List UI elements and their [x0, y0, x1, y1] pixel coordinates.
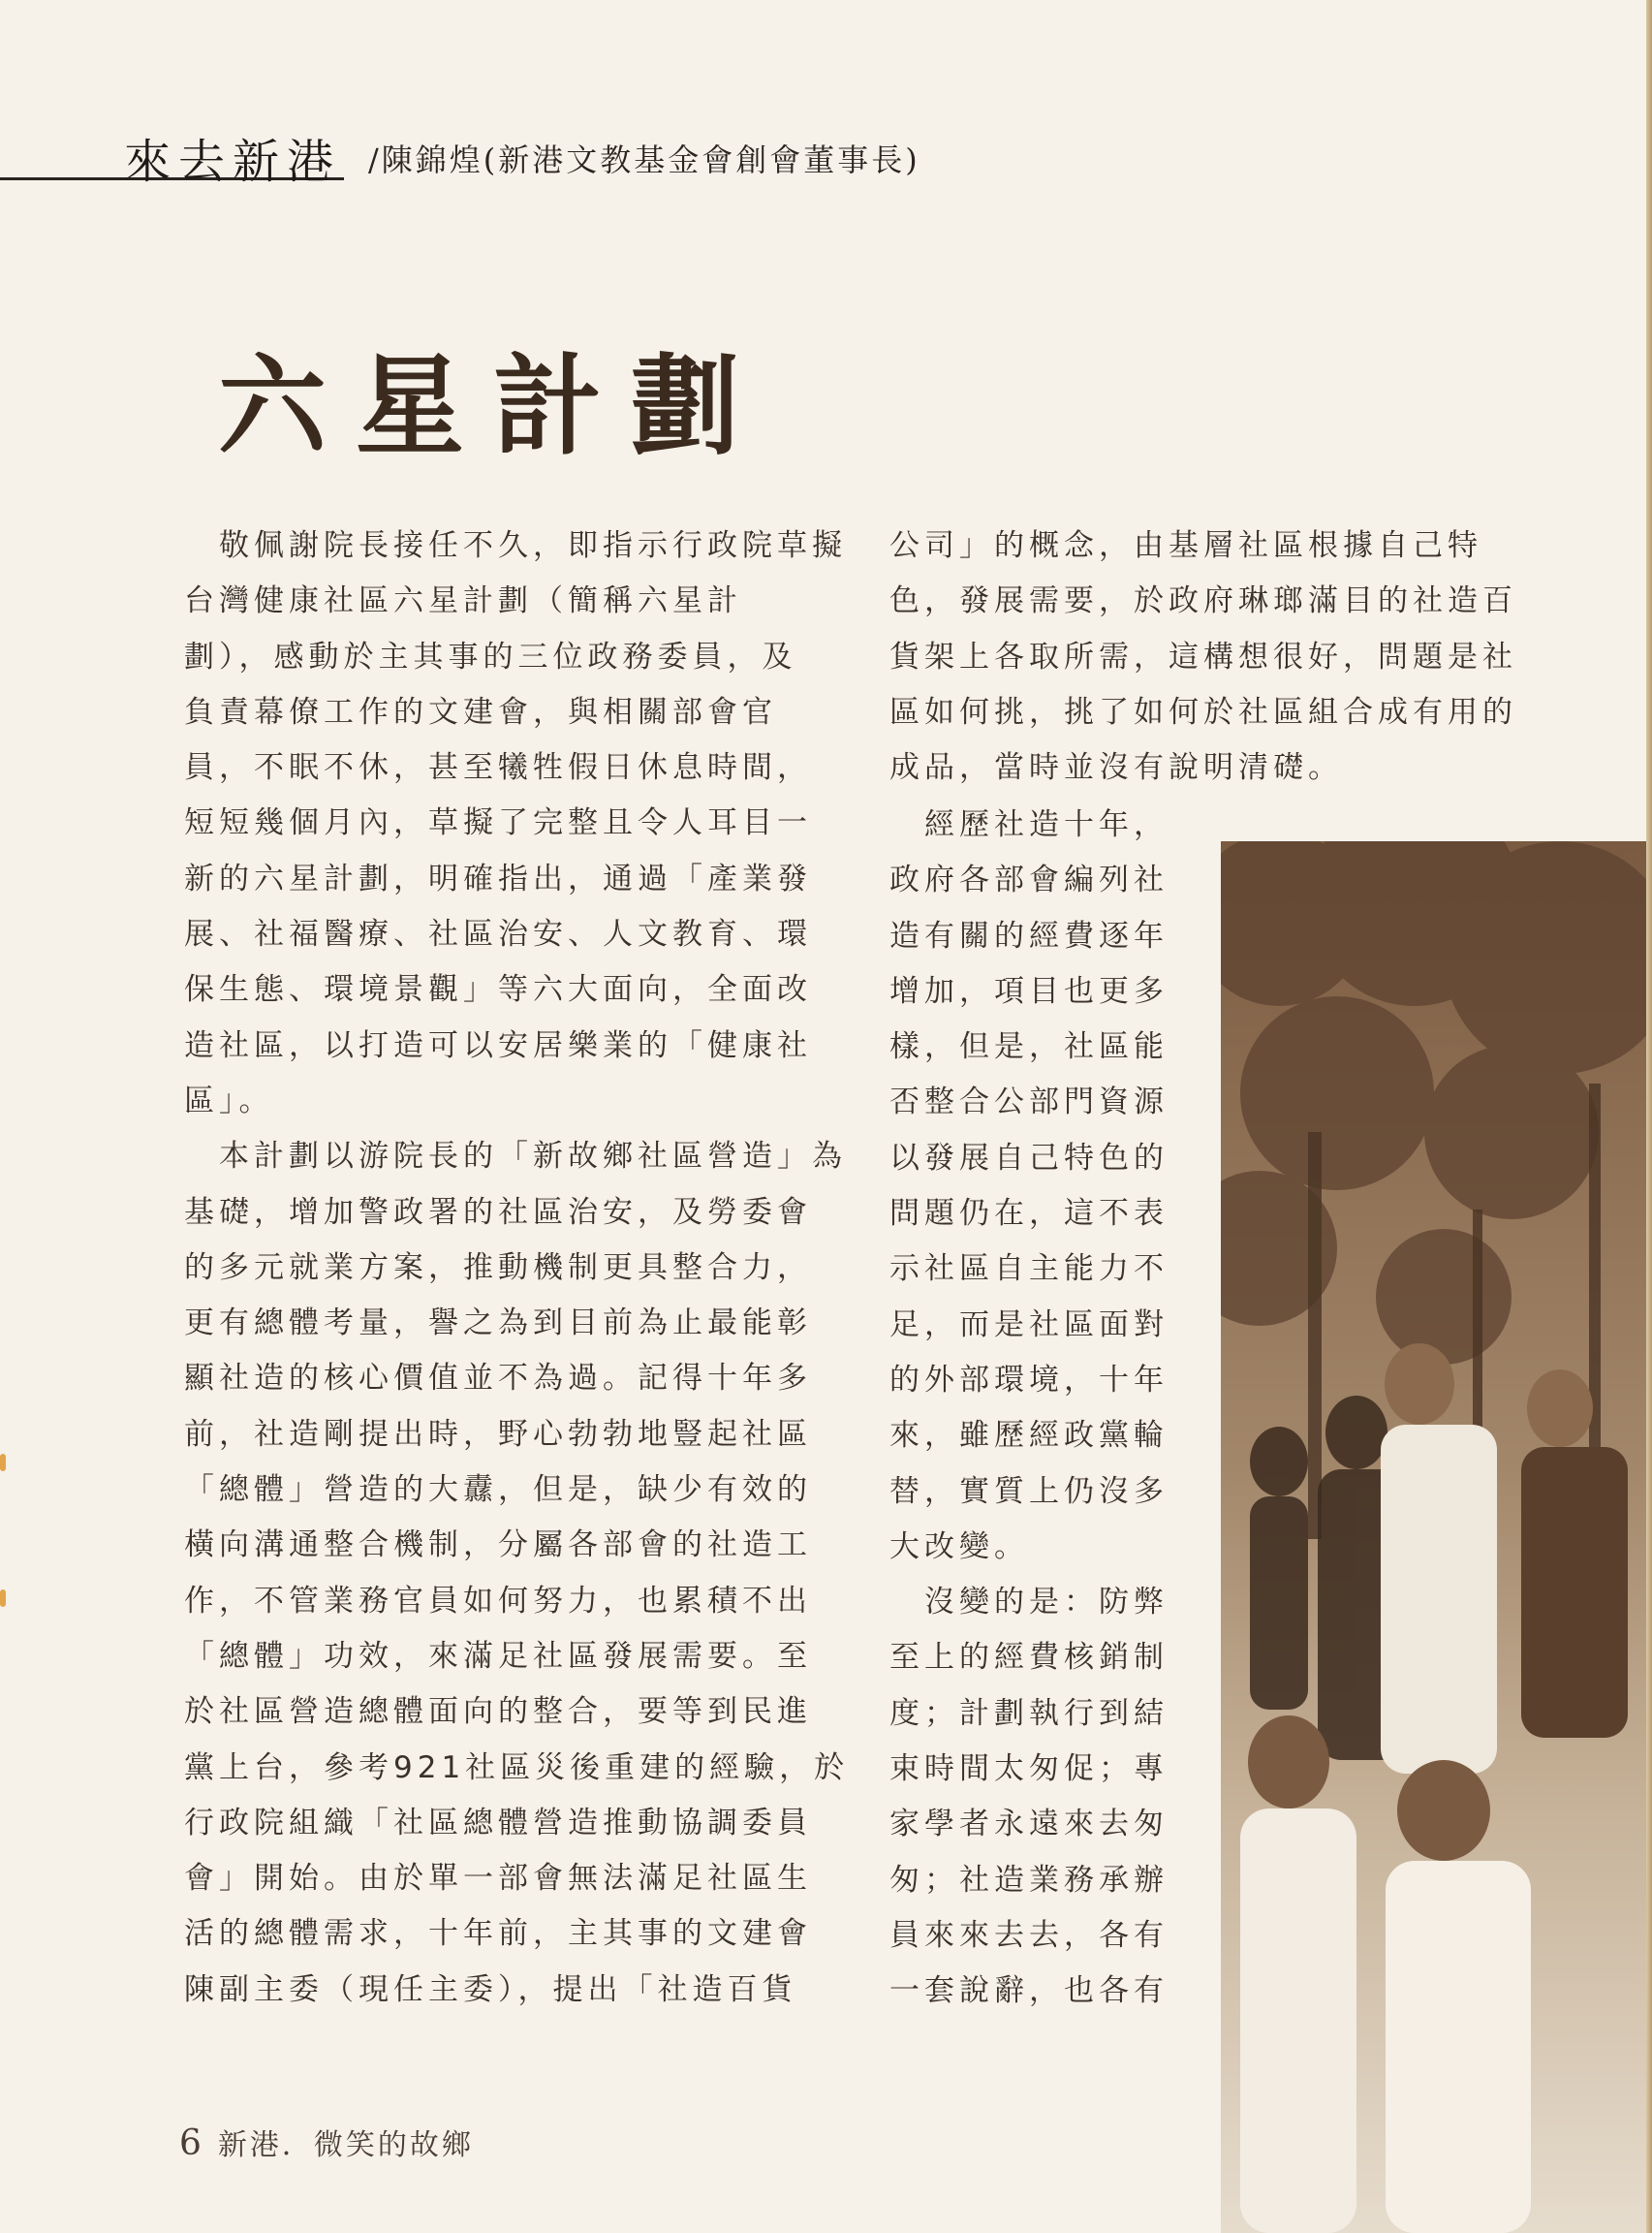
text-line: 短短幾個月內，草擬了完整且令人耳目一: [184, 805, 812, 841]
text-line: 橫向溝通整合機制，分屬各部會的社造工: [184, 1527, 812, 1563]
text-line: 一套說辭，也各有: [889, 1973, 1169, 2009]
footer-text: 新港．微笑的故鄉: [217, 2128, 474, 2162]
text-line: 會」開始。由於單一部會無法滿足社區生: [184, 1861, 812, 1897]
text-line: 本計劃以游院長的「新故鄉社區營造」為: [184, 1139, 847, 1175]
text-line: 大改變。: [889, 1528, 1029, 1564]
text-line: 陳副主委（現任主委），提出「社造百貨: [184, 1971, 797, 2007]
text-line: 敬佩謝院長接任不久，即指示行政院草擬: [184, 528, 847, 563]
article-title: 六星計劃: [218, 343, 768, 470]
text-line: 活的總體需求，十年前，主其事的文建會: [184, 1916, 812, 1952]
author-byline: /陳錦煌(新港文教基金會創會董事長): [368, 142, 920, 178]
binding-mark: [0, 1589, 6, 1607]
crowd-photo: [1221, 841, 1652, 2233]
text-line: 樣，但是，社區能: [889, 1029, 1169, 1065]
text-line: 黨上台，參考921社區災後重建的經驗，於: [184, 1749, 850, 1785]
text-line: 行政院組織「社區總體營造推動協調委員: [184, 1805, 812, 1840]
text-line: 成品，當時並沒有說明清礎。: [889, 750, 1343, 786]
text-line: 匆；社造業務承辦: [889, 1862, 1169, 1898]
text-line: 造社區，以打造可以安居樂業的「健康社: [184, 1027, 812, 1063]
text-line: 足，而是社區面對: [889, 1306, 1169, 1342]
text-line: 來，雖歷經政黨輪: [889, 1418, 1169, 1454]
page-number: 6: [179, 2123, 204, 2163]
text-line: 公司」的概念，由基層社區根據自己特: [889, 528, 1482, 563]
text-line: 至上的經費核銷制: [889, 1640, 1169, 1676]
text-line: 替，實質上仍沒多: [889, 1473, 1169, 1509]
column-name: 來去新港: [124, 135, 342, 189]
text-line: 增加，項目也更多: [889, 973, 1169, 1009]
text-line: 經歷社造十年，: [889, 807, 1169, 842]
page-footer: [179, 2121, 474, 2163]
text-line: 區」。: [184, 1083, 274, 1118]
text-line: 更有總體考量，譽之為到目前為止最能彰: [184, 1305, 812, 1341]
text-line: 家學者永遠來去匆: [889, 1807, 1169, 1842]
text-line: 員來來去去，各有: [889, 1917, 1169, 1953]
middle-text-column-top: [889, 519, 1587, 796]
text-line: 否整合公部門資源: [889, 1085, 1169, 1120]
text-line: 區如何挑，挑了如何於社區組合成有用的: [889, 694, 1517, 730]
text-line: 保生態、環境景觀」等六大面向，全面改: [184, 972, 812, 1008]
text-line: 展、社福醫療、社區治安、人文教育、環: [184, 917, 812, 953]
text-line: 政府各部會編列社: [889, 863, 1169, 898]
text-line: 問題仍在，這不表: [889, 1196, 1169, 1232]
text-line: 沒變的是：防弊: [889, 1585, 1169, 1620]
text-line: 示社區自主能力不: [889, 1251, 1169, 1287]
text-line: 「總體」營造的大纛，但是，缺少有效的: [184, 1472, 812, 1508]
text-line: 的多元就業方案，推動機制更具整合力，: [184, 1249, 812, 1285]
text-line: 束時間太匆促；專: [889, 1751, 1169, 1787]
text-line: 顯社造的核心價值並不為過。記得十年多: [184, 1361, 812, 1397]
text-line: 負責幕僚工作的文建會，與相關部會官: [184, 694, 777, 730]
middle-text-column-bottom: [889, 798, 1209, 2020]
text-line: 員，不眠不休，甚至犧牲假日休息時間，: [184, 750, 812, 786]
text-line: 台灣健康社區六星計劃（簡稱六星計: [184, 583, 742, 619]
text-line: 「總體」功效，來滿足社區發展需要。至: [184, 1638, 812, 1674]
text-line: 度；計劃執行到結: [889, 1695, 1169, 1731]
text-line: 劃），感動於主其事的三位政務委員，及: [184, 639, 797, 675]
text-line: 造有關的經費逐年: [889, 918, 1169, 954]
text-line: 的外部環境，十年: [889, 1362, 1169, 1398]
text-line: 新的六星計劃，明確指出，通過「產業發: [184, 861, 812, 896]
text-line: 貨架上各取所需，這構想很好，問題是社: [889, 639, 1517, 675]
page-edge-shadow: [1646, 0, 1652, 2233]
text-line: 基礎，增加警政署的社區治安，及勞委會: [184, 1194, 812, 1230]
text-line: 於社區營造總體面向的整合，要等到民進: [184, 1694, 812, 1730]
text-line: 以發展自己特色的: [889, 1140, 1169, 1176]
left-text-column: [184, 519, 850, 2018]
text-line: 作，不管業務官員如何努力，也累積不出: [184, 1583, 812, 1619]
text-line: 前，社造剛提出時，野心勃勃地豎起社區: [184, 1416, 812, 1452]
binding-mark: [0, 1454, 6, 1471]
text-line: 色，發展需要，於政府琳瑯滿目的社造百: [889, 583, 1517, 619]
